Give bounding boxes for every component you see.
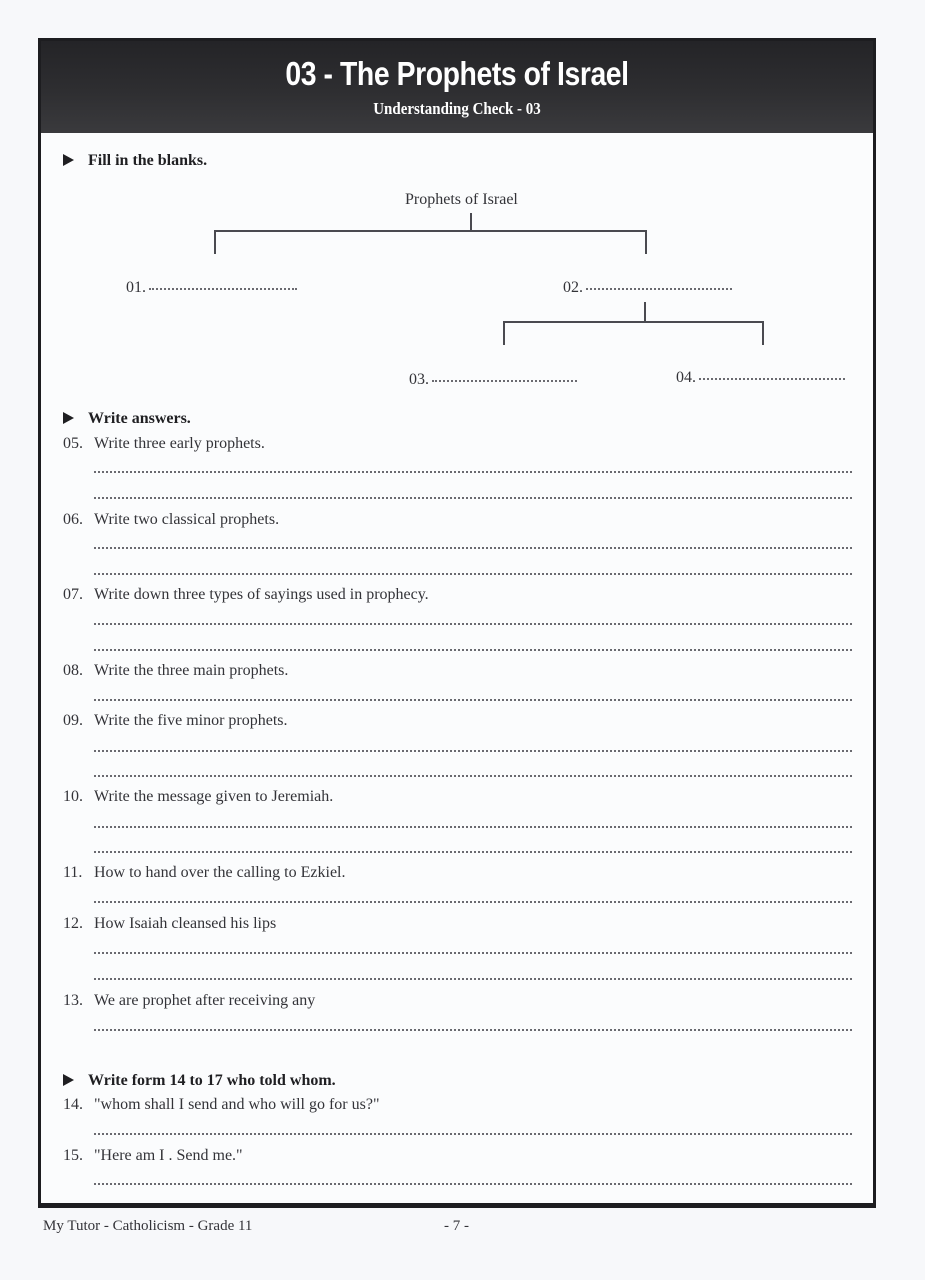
question-text: Write the message given to Jeremiah. — [94, 788, 334, 805]
question-number: 11. — [63, 864, 83, 881]
tree-connector — [503, 321, 763, 323]
question-14 — [63, 1096, 379, 1114]
triangle-bullet-icon — [63, 154, 74, 166]
question-number: 05. — [63, 435, 83, 452]
question-text: Write two classical prophets. — [94, 511, 280, 528]
blank-04[interactable] — [676, 369, 845, 387]
answer-line[interactable] — [94, 978, 852, 980]
page-number: - 7 - — [444, 1218, 469, 1234]
answer-line[interactable] — [94, 901, 852, 903]
page-title: 03 - The Prophets of Israel — [285, 55, 629, 92]
answer-line[interactable] — [94, 699, 852, 701]
question-text: Write the five minor prophets. — [94, 712, 288, 729]
answer-line[interactable] — [94, 1029, 852, 1031]
section-heading: Write form 14 to 17 who told whom. — [88, 1072, 336, 1089]
answer-line[interactable] — [94, 750, 852, 752]
answer-line[interactable] — [94, 826, 852, 828]
question-11 — [63, 864, 345, 882]
tree-connector — [644, 302, 646, 322]
triangle-bullet-icon — [63, 1074, 74, 1086]
question-number: 06. — [63, 511, 83, 528]
question-08 — [63, 662, 288, 680]
section-heading: Write answers. — [88, 410, 191, 427]
question-text: Write the three main prophets. — [94, 662, 289, 679]
blank-line — [432, 380, 577, 382]
section-who-told-whom — [63, 1072, 336, 1090]
answer-line[interactable] — [94, 851, 852, 853]
question-number: 13. — [63, 992, 83, 1009]
answer-line[interactable] — [94, 952, 852, 954]
tree-connector — [645, 230, 647, 254]
question-number: 12. — [63, 915, 83, 932]
tree-connector — [470, 213, 472, 231]
answer-line[interactable] — [94, 573, 852, 575]
tree-connector — [214, 230, 646, 232]
question-12 — [63, 915, 276, 933]
blank-number: 02. — [563, 279, 583, 296]
question-text: How to hand over the calling to Ezkiel. — [94, 864, 346, 881]
section-fill-blanks — [63, 152, 207, 170]
section-write-answers — [63, 410, 191, 428]
triangle-bullet-icon — [63, 412, 74, 424]
question-number: 15. — [63, 1147, 83, 1164]
question-text: Write three early prophets. — [94, 435, 265, 452]
question-text: Write down three types of sayings used in prophecy. — [94, 586, 429, 603]
question-number: 09. — [63, 712, 83, 729]
question-text: We are prophet after receiving any — [94, 992, 316, 1009]
header-banner — [41, 41, 873, 133]
tree-connector — [762, 321, 764, 345]
blank-line — [149, 288, 297, 290]
question-text: "whom shall I send and who will go for us?" — [94, 1096, 380, 1113]
blank-number: 03. — [409, 371, 429, 388]
tree-connector — [214, 230, 216, 254]
blank-line — [699, 378, 845, 380]
answer-line[interactable] — [94, 1183, 852, 1185]
answer-line[interactable] — [94, 623, 852, 625]
question-number: 10. — [63, 788, 83, 805]
answer-line[interactable] — [94, 547, 852, 549]
question-number: 08. — [63, 662, 83, 679]
tree-root-label: Prophets of Israel — [405, 191, 518, 208]
section-heading: Fill in the blanks. — [88, 152, 208, 169]
blank-02[interactable] — [563, 279, 732, 297]
question-05 — [63, 435, 265, 453]
answer-line[interactable] — [94, 1133, 852, 1135]
question-text: "Here am I . Send me." — [94, 1147, 243, 1164]
question-number: 07. — [63, 586, 83, 603]
question-text: How Isaiah cleansed his lips — [94, 915, 277, 932]
page-subtitle: Understanding Check - 03 — [373, 99, 541, 118]
blank-line — [586, 288, 732, 290]
answer-line[interactable] — [94, 497, 852, 499]
blank-03[interactable] — [409, 371, 577, 389]
blank-number: 01. — [126, 279, 146, 296]
blank-01[interactable] — [126, 279, 297, 297]
answer-line[interactable] — [94, 649, 852, 651]
question-15 — [63, 1147, 243, 1165]
tree-connector — [503, 321, 505, 345]
question-number: 14. — [63, 1096, 83, 1113]
footer-title: My Tutor - Catholicism - Grade 11 — [43, 1218, 253, 1234]
answer-line[interactable] — [94, 471, 852, 473]
answer-line[interactable] — [94, 775, 852, 777]
question-09 — [63, 712, 288, 730]
question-06 — [63, 511, 279, 529]
blank-number: 04. — [676, 369, 696, 386]
question-07 — [63, 586, 429, 604]
worksheet-frame — [38, 38, 876, 1208]
question-13 — [63, 992, 315, 1010]
question-10 — [63, 788, 333, 806]
